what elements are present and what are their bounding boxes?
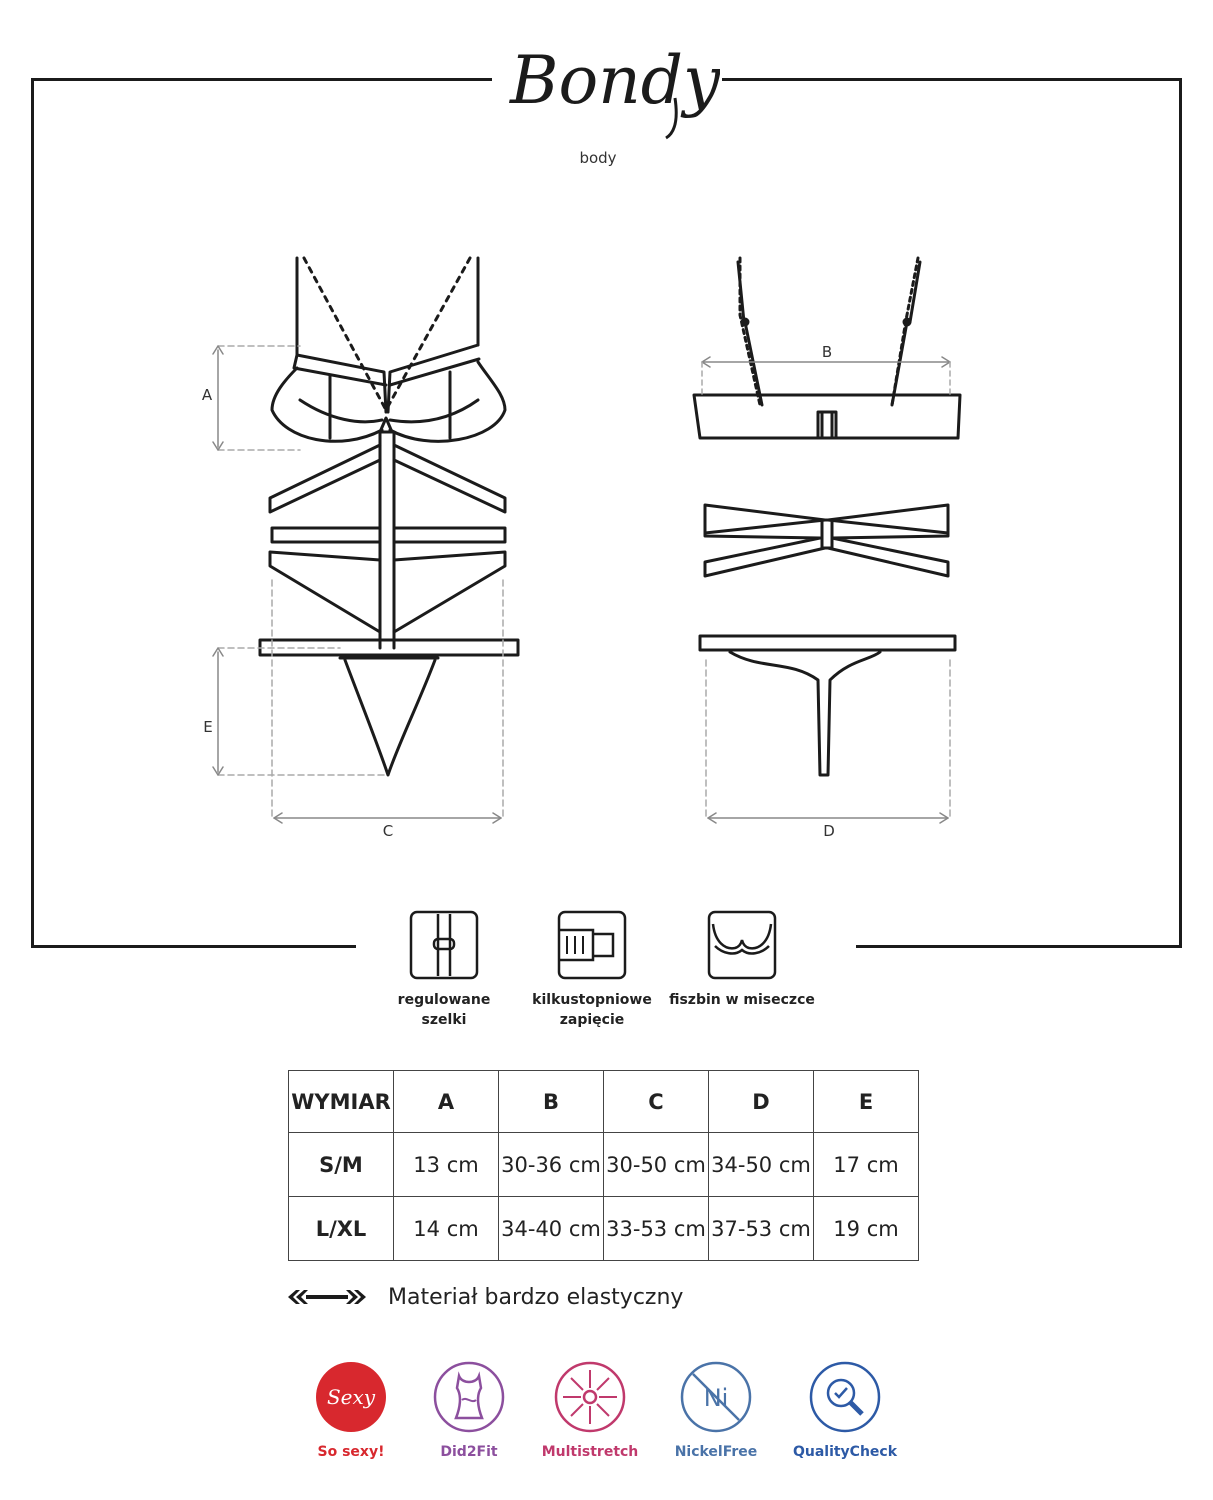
frame-bottom-right [856,945,1182,948]
badge-sexy [291,1360,411,1460]
table-cell: 14 cm [394,1197,499,1261]
badge-label: So sexy! [317,1444,385,1460]
feature-label-line1: kilkustopniowe [532,992,652,1008]
table-cell: 19 cm [814,1197,919,1261]
table-header: E [814,1071,919,1133]
dim-label-a: A [201,386,213,404]
multistretch-icon [553,1360,627,1434]
elastic-note-text: Materiał bardzo elastyczny [388,1284,684,1310]
badge-qualitycheck [785,1360,905,1460]
badge-did2fit [409,1360,529,1460]
frame-bottom-left [31,945,356,948]
feature-hook-closure [517,910,667,1030]
table-header: WYMIAR [289,1071,394,1133]
badge-nickelfree [656,1360,776,1460]
nickelfree-icon [679,1360,753,1434]
table-cell: 33-53 cm [604,1197,709,1261]
badge-label: Multistretch [541,1444,639,1460]
table-cell: 30-50 cm [604,1133,709,1197]
did2fit-icon [432,1360,506,1434]
table-cell: 17 cm [814,1133,919,1197]
table-row [289,1197,919,1261]
front-view [213,258,518,823]
dim-label-b: B [821,343,833,361]
product-subtitle: body [579,149,617,167]
adjustable-straps-icon [409,910,479,980]
table-row [289,1133,919,1197]
dim-label-d: D [823,822,835,840]
table-cell: 30-36 cm [499,1133,604,1197]
feature-label-line2: szelki [421,1012,467,1028]
feature-adjustable-straps [369,910,519,1030]
table-header: C [604,1071,709,1133]
feature-underwire [667,910,817,1010]
dim-label-c: C [382,822,394,840]
size-table [288,1070,919,1261]
svg-text:Ni: Ni [703,1384,729,1412]
table-header: A [394,1071,499,1133]
table-header: B [499,1071,604,1133]
badge-label: NickelFree [674,1444,758,1460]
underwire-cup-icon [707,910,777,980]
badge-label: QualityCheck [792,1444,898,1460]
table-cell: 34-40 cm [499,1197,604,1261]
table-header-row [289,1071,919,1133]
table-cell: 34-50 cm [709,1133,814,1197]
badge-multistretch [530,1360,650,1460]
table-header: D [709,1071,814,1133]
dim-label-e: E [203,718,213,736]
feature-label-line2: zapięcie [559,1012,625,1028]
hook-closure-icon [557,910,627,980]
feature-label-line1: fiszbin w miseczce [669,992,815,1008]
quality-check-icon [808,1360,882,1434]
feature-label-line1: regulowane [397,992,491,1008]
table-cell: 13 cm [394,1133,499,1197]
size-cell: S/M [289,1133,394,1197]
table-cell: 37-53 cm [709,1197,814,1261]
badge-label: Did2Fit [440,1444,498,1460]
svg-text:Sexy: Sexy [326,1385,376,1409]
sexy-icon [314,1360,388,1434]
elastic-note [288,1280,683,1314]
size-cell: L/XL [289,1197,394,1261]
logo-text: Bondy [510,42,720,119]
stretch-arrows-icon [288,1287,366,1307]
